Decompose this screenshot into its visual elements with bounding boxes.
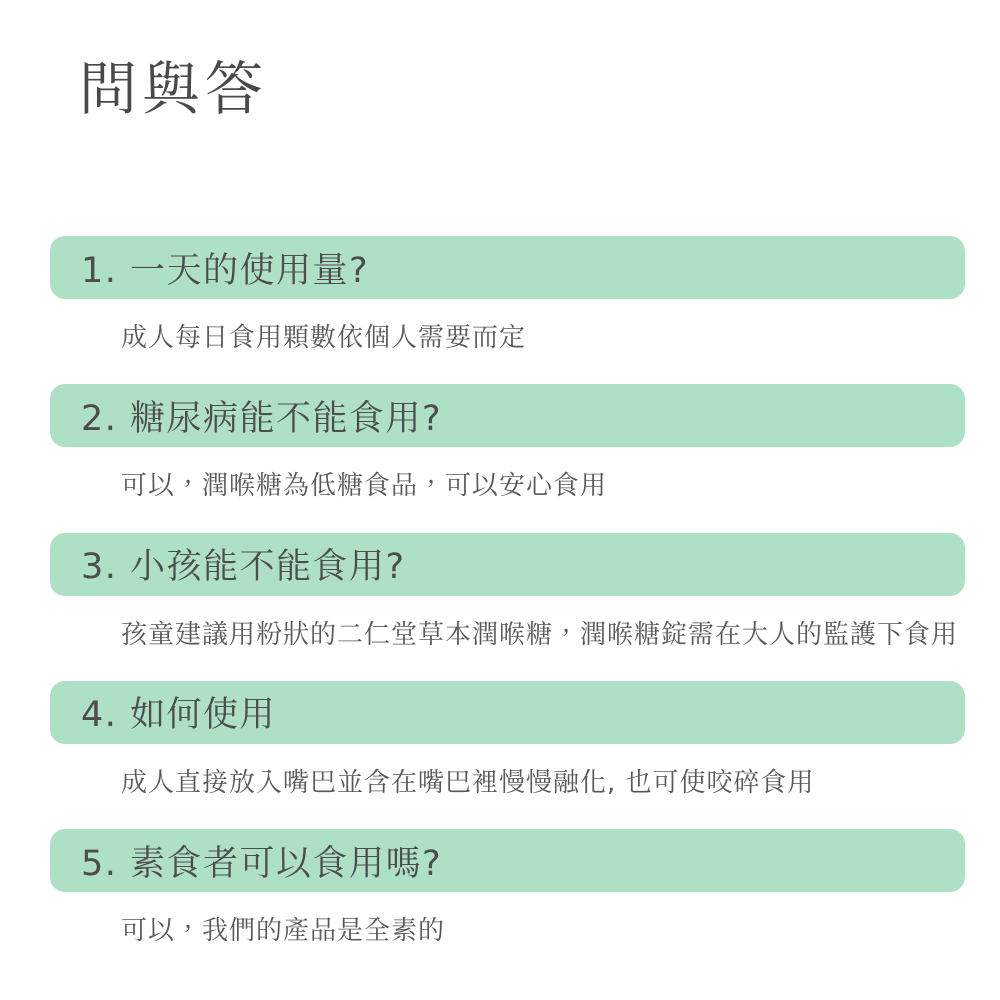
question-text: 5. 素食者可以食用嗎? [81, 843, 443, 884]
answer-text: 可以，我們的產品是全素的 [121, 916, 446, 947]
faq-item [50, 533, 965, 649]
question-bar [50, 829, 965, 892]
answer-text: 成人直接放入嘴巴並含在嘴巴裡慢慢融化, 也可使咬碎食用 [121, 767, 815, 798]
faq-item [50, 829, 965, 945]
faq-list [50, 236, 965, 977]
question-bar [50, 533, 965, 596]
question-text: 2. 糖尿病能不能食用? [81, 398, 443, 439]
faq-item [50, 681, 965, 797]
answer-text: 成人每日食用顆數依個人需要而定 [121, 323, 527, 353]
question-text: 4. 如何使用 [81, 695, 277, 736]
question-bar [50, 681, 965, 744]
answer-text: 孩童建議用粉狀的二仁堂草本潤喉糖，潤喉糖錠需在大人的監護下食用 [121, 619, 959, 650]
question-bar [50, 384, 965, 447]
answer-text: 可以，潤喉糖為低糖食品，可以安心食用 [121, 471, 608, 502]
question-bar [50, 236, 965, 299]
question-text: 1. 一天的使用量? [81, 250, 370, 291]
page-title: 問與答 [79, 55, 269, 123]
faq-item [50, 236, 965, 352]
faq-item [50, 384, 965, 500]
question-text: 3. 小孩能不能食用? [81, 547, 406, 588]
